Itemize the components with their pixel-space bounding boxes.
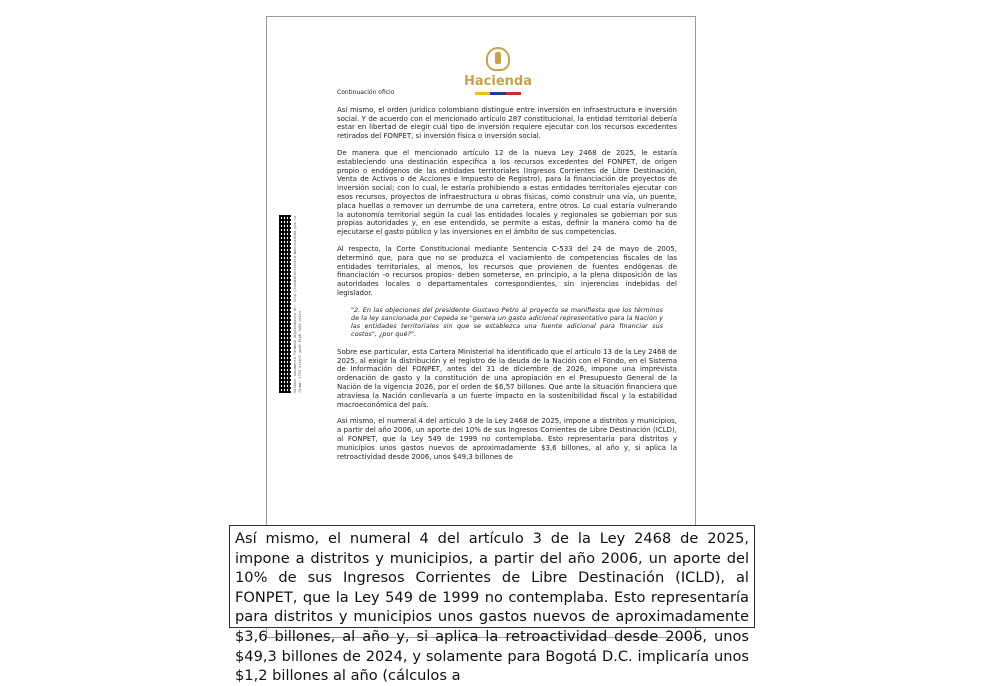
paragraph: Así mismo, el orden jurídico colombiano distingue entre inversión en infraestructura e inversión social. Y de acuerdo con el mencionado artículo 287 constitucional, la entidad territorial debería estar en libertad de elegir cuál tipo de inversión requiere ejecutar con los recursos excedentes retirados del FONPET, si inversión física o inversión social. bbox=[337, 105, 677, 141]
quote-block: "2. En las objeciones del presidente Gustavo Petro al proyecto se manifiesta que los términos de la ley sancionada por Cepeda se "genera un gasto adicional representativo para la Nación y las entidades territoriales sin que se establezca una fuente adicional para financiar sus costos", ¿por qué?". bbox=[351, 305, 663, 338]
signature-line: firma: lTY3 sfxbrC gwzR 6tyR fu03 wtLts bbox=[298, 310, 302, 393]
paragraph: De manera que el mencionado artículo 12 de la nueva Ley 2468 de 2025, le estaría estableciendo una destinación específica a los recursos excedentes del FONPET, de origen propio o endógenos de las entidades territoriales (Ingresos Corrientes de Libre Destinación, Venta de Activos o de Acciones e Impuesto de Registro), para la financiación de proyectos de inversión social; con lo cual, le estaría prohibiendo a estas entidades territoriales ejecutar con esos recursos, proyectos de infraestructura u obras físicas, como construir una vía, un puente, placa huellas o remover un derrumbe de una carretera, entre otros. Lo cual estaría vulnerando la autonomía territorial según la cual las entidades locales y regionales se gobiernan por sus propias autoridades y, en ese entendido, se permite a estas, definir la manera como ha de ejecutarse el gasto público y las inversiones en el ámbito de sus competencias. bbox=[337, 148, 677, 237]
barcode bbox=[279, 215, 291, 393]
coat-of-arms-icon bbox=[486, 47, 510, 71]
letter-header: Continuación oficio bbox=[337, 89, 395, 96]
document-body bbox=[337, 89, 677, 469]
paragraph: Sobre ese particular, esta Cartera Ministerial ha identificado que el artículo 13 de la Ley 2468 de 2025, al exigir la distribución y el registro de la deuda de la Nación con el Fondo, en el Sistema de Información del FONPET, antes del 31 de diciembre de 2026, impone una imprevista ordenación de gasto y la constitución de una apropiación en el Presupuesto General de la Nación de la vigencia 2026, por el orden de $6,57 billones. Que ante la situación financiera que atraviesa la Nación conllevaría a un fuerte impacto en la sostenibilidad fiscal y la estabilidad macroeconómica del país. bbox=[337, 347, 677, 409]
signature-sidebar bbox=[279, 215, 307, 393]
paragraph: Al respecto, la Corte Constitucional mediante Sentencia C-533 del 24 de mayo de 2005, determinó que, para que no se produzca el vaciamiento de competencias fiscales de las entidades territoriales, al menos, los recursos que provienen de fuentes endógenas de financiación -o recursos propios- deben someterse, en principio, a la plena disposición de las autoridades locales o departamentales correspondientes, sin injerencias indebidas del legislador. bbox=[337, 244, 677, 297]
validation-text bbox=[293, 215, 307, 393]
zoomed-excerpt bbox=[229, 525, 755, 685]
paragraph: Así mismo, el numeral 4 del artículo 3 de la Ley 2468 de 2025, impone a distritos y municipios, a partir del año 2006, un aporte del 10% de sus Ingresos Corrientes de Libre Destinación (ICLD), al FONPET, que la Ley 549 de 1999 no contemplaba. Esto representaría para distritos y municipios unos gastos nuevos de aproximadamente $3,6 billones, al año y, si aplica la retroactividad desde 2006, unos $49,3 billones de bbox=[337, 417, 677, 461]
validation-line: Validar documento firmado digitalmente en: http://sedeelectronica.minhacienda.gov.co bbox=[293, 215, 297, 393]
logo-text: Hacienda bbox=[464, 74, 532, 89]
zoomed-excerpt-text: Así mismo, el numeral 4 del artículo 3 de la Ley 2468 de 2025, impone a distritos y municipios, a partir del año 2006, un aporte del 10% de sus Ingresos Corrientes de Libre Destinación (ICLD), al FONPET, que la Ley 549 de 1999 no contemplaba. Esto representaría para distritos y municipios unos gastos nuevos de aproximadamente $3,6 billones, al año y, si aplica la retroactividad desde 2006, unos $49,3 billones de 2024, y solamente para Bogotá D.C. implicaría unos $1,2 billones al año (cálculos a bbox=[235, 530, 749, 685]
